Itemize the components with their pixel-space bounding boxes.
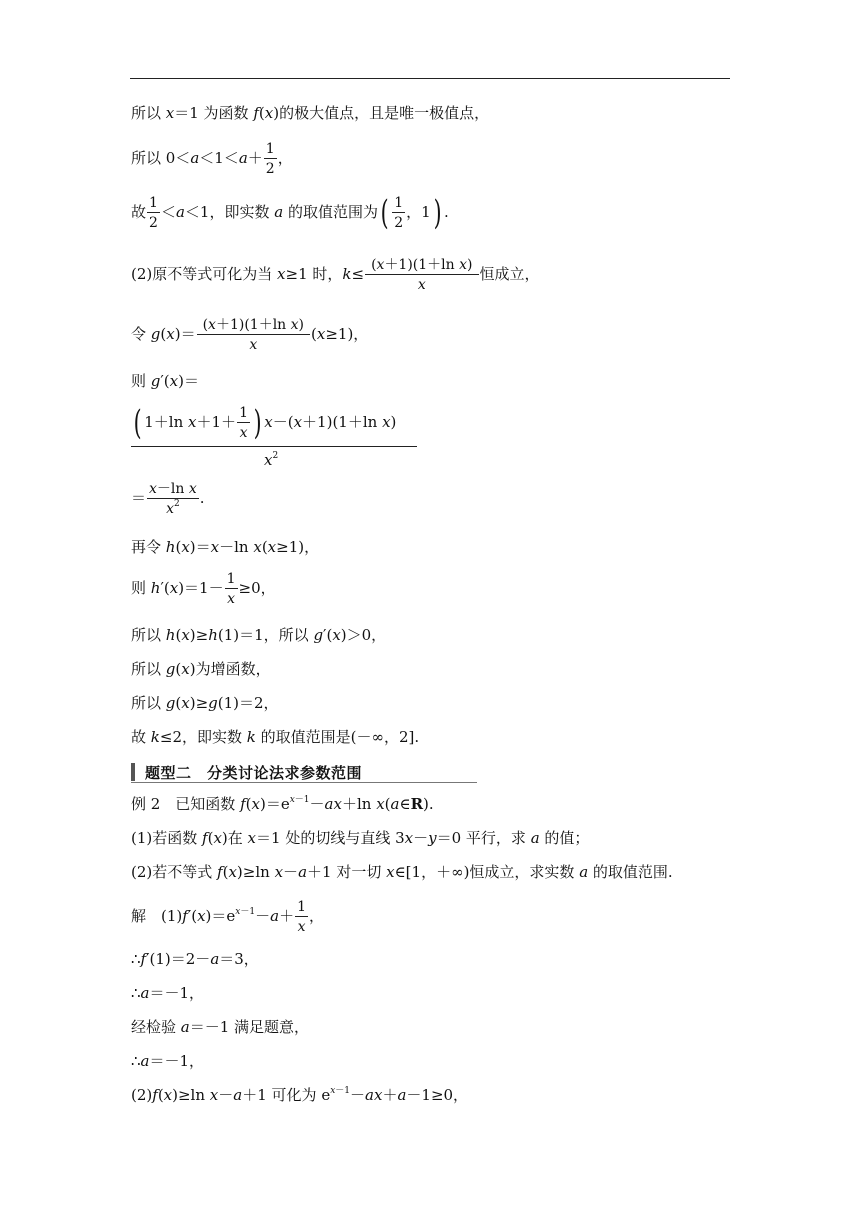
text-line-23: (2)f(x)≥ln x－a＋1 可化为 $e^{x-1}-ax+a-1\ge 0$，	[131, 1086, 469, 1104]
text-line-12: 所以 g(x)为增函数，	[131, 660, 271, 678]
text-line-1: 所以 x＝1 为函数 f(x)的极大值点，且是唯一极值点，	[131, 104, 490, 122]
derivative-denominator: $x^2$	[264, 451, 279, 469]
text-line-21: 经检验 a＝－1 满足题意，	[131, 1018, 310, 1036]
text-line-10: 则 h′(x)＝1－ $\frac{1}{x}$ ≥0，	[131, 571, 276, 607]
text-line-20: ∴a＝－1，	[131, 984, 205, 1002]
fraction-rule	[131, 446, 417, 447]
text-line-9: 再令 h(x)＝x－ln x(x≥1)，	[131, 538, 320, 556]
text-line-15: 例 2 已知函数 $f(x)=e^{x-1}-ax+\ln$ x(a∈R).	[131, 795, 434, 813]
text-line-11: 所以 h(x)≥h(1)＝1，所以 g′(x)＞0，	[131, 626, 387, 644]
text-line-2: 所以 0＜a＜1＜a＋ $\frac{1}{2}$ ，	[131, 141, 293, 177]
text-line-14: 故 k≤2，即实数 k 的取值范围是(－∞，2].	[131, 728, 420, 746]
text-line-19: ∴f′(1)＝2－a＝3，	[131, 950, 259, 968]
heading-bar	[131, 763, 135, 781]
text-line-22: ∴a＝－1，	[131, 1052, 205, 1070]
section-heading	[131, 762, 477, 783]
text-line-17: (2)若不等式 f(x)≥ln x－a＋1 对一切 x∈[1，＋∞)恒成立，求实数 a 的取值范围.	[131, 863, 673, 881]
text-line-8: ＝ $\frac{\text{x－ln x}}{x^2}$ .	[131, 481, 205, 517]
text-line-16: (1)若函数 f(x)在 x＝1 处的切线与直线 3x－y＝0 平行，求 a 的值；	[131, 829, 590, 847]
text-line-4: (2)原不等式可化为当 x≥1 时，k≤ $\frac{\text{(x＋1)(1＋ln x)}}{x}$ 恒成立，	[131, 257, 540, 293]
text-line-13: 所以 g(x)≥g(1)＝2，	[131, 694, 279, 712]
derivative-numerator: ( 1＋ln x＋1＋ $\frac{1}{x}$ ) x－(x＋1)(1＋ln x)	[133, 403, 397, 443]
text-line-5: 令 g(x)＝ $\frac{\text{(x＋1)(1＋ln x)}}{x}$ (x≥1)，	[131, 317, 369, 353]
header-rule	[130, 78, 730, 79]
text-line-3: 故 $\frac{1}{2}$ ＜a＜1，即实数 a 的取值范围为( $\frac{1}{2}$ ，1) .	[131, 193, 449, 233]
text-line-18: 解 $(1)f'(x)=e^{x-1}-a+$ $\frac{1}{x}$ ，	[131, 899, 325, 935]
text-line-6: 则 g′(x)＝	[131, 372, 199, 390]
heading-text: 题型二 分类讨论法求参数范围	[145, 763, 363, 782]
